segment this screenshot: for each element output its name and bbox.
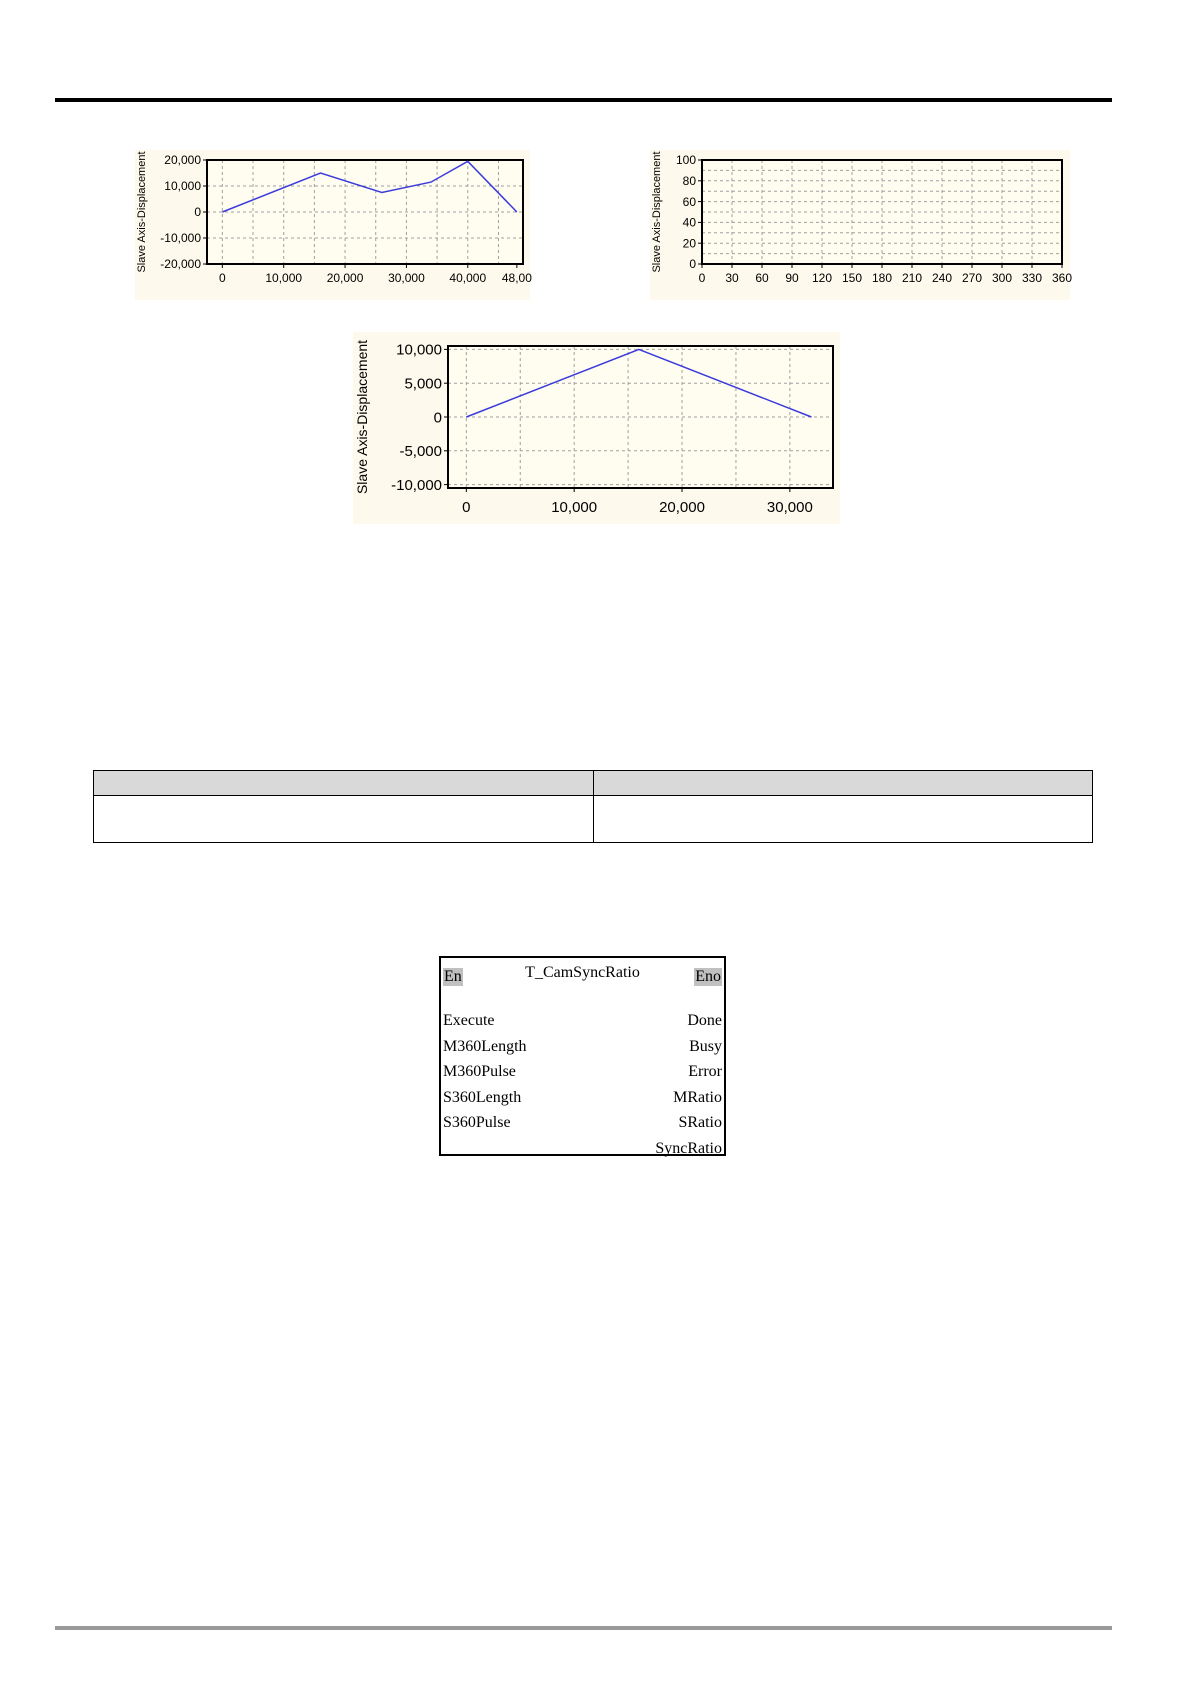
input-pins xyxy=(443,1008,527,1136)
cam-chart-1-svg xyxy=(135,150,530,300)
y-tick-label: -20,000 xyxy=(160,257,201,272)
y-tick-label: 80 xyxy=(682,174,696,188)
cam-chart-3 xyxy=(353,332,840,524)
y-tick-label: 20 xyxy=(682,236,696,251)
x-tick-label: 20,000 xyxy=(659,499,705,516)
y-tick-label: 60 xyxy=(682,194,696,209)
footer-rule xyxy=(55,1626,1112,1630)
x-tick-label: 90 xyxy=(785,271,799,285)
x-tick-label: 48,00 xyxy=(501,271,532,285)
x-tick-label: 30,000 xyxy=(388,271,425,285)
output-pins xyxy=(655,1008,722,1161)
eno-pin: Eno xyxy=(695,968,721,985)
input-pin-m360pulse: M360Pulse xyxy=(443,1063,516,1080)
x-tick-label: 10,000 xyxy=(265,271,303,285)
output-pin-done: Done xyxy=(687,1012,722,1029)
y-tick-label: 100 xyxy=(675,153,696,168)
output-pin-mratio: MRatio xyxy=(673,1088,722,1106)
function-block xyxy=(439,956,726,1156)
x-tick-label: 270 xyxy=(961,271,983,285)
table-header-row xyxy=(94,771,1093,796)
x-tick-label: 0 xyxy=(218,271,226,285)
x-tick-label: 360 xyxy=(1051,271,1073,285)
input-pin-execute: Execute xyxy=(443,1012,495,1029)
x-tick-label: 0 xyxy=(698,271,706,285)
y-tick-label: 5,000 xyxy=(404,375,442,393)
x-tick-label: 60 xyxy=(755,271,769,285)
y-tick-label: 40 xyxy=(682,215,696,230)
y-axis-label: Slave Axis-Displacement xyxy=(136,151,148,273)
x-tick-label: 30,000 xyxy=(766,499,813,516)
spec-table xyxy=(93,770,1093,843)
output-pin-busy: Busy xyxy=(689,1037,722,1055)
y-tick-label: 20,000 xyxy=(164,153,201,168)
y-tick-label: -10,000 xyxy=(391,476,442,494)
x-tick-label: 30 xyxy=(725,271,739,285)
table-cell xyxy=(94,796,594,843)
input-pin-s360length: S360Length xyxy=(443,1088,522,1106)
input-pin-s360pulse: S360Pulse xyxy=(443,1114,511,1131)
y-tick-label: -5,000 xyxy=(399,443,442,461)
x-tick-label: 240 xyxy=(931,271,953,285)
table-cell xyxy=(593,796,1093,843)
cam-chart-2 xyxy=(650,150,1073,300)
header-rule xyxy=(55,98,1112,102)
output-pin-sratio: SRatio xyxy=(678,1114,722,1131)
x-tick-label: 210 xyxy=(901,271,923,285)
x-tick-label: 120 xyxy=(811,271,833,285)
x-tick-label: 330 xyxy=(1021,271,1043,285)
output-pin-error: Error xyxy=(688,1063,722,1080)
y-tick-label: -10,000 xyxy=(160,231,201,246)
y-tick-label: 0 xyxy=(689,257,696,272)
en-pin: En xyxy=(444,968,462,985)
y-axis-label: Slave Axis-Displacement xyxy=(354,339,370,495)
function-block-title: T_CamSyncRatio xyxy=(525,964,640,981)
output-pin-syncratio: SyncRatio xyxy=(655,1139,722,1157)
x-tick-label: 180 xyxy=(871,271,893,285)
cam-chart-2-svg xyxy=(650,150,1073,300)
y-axis-label: Slave Axis-Displacement xyxy=(651,151,663,273)
y-tick-label: 0 xyxy=(433,409,442,427)
y-tick-label: 10,000 xyxy=(396,341,442,359)
table-row xyxy=(94,796,1093,843)
table-header-cell xyxy=(94,771,594,796)
cam-chart-1 xyxy=(135,150,530,300)
x-tick-label: 0 xyxy=(462,499,471,516)
table-header-cell xyxy=(593,771,1093,796)
input-pin-m360length: M360Length xyxy=(443,1037,527,1055)
cam-chart-3-svg xyxy=(353,332,840,524)
x-tick-label: 20,000 xyxy=(326,271,364,285)
x-tick-label: 150 xyxy=(841,271,863,285)
y-tick-label: 10,000 xyxy=(164,179,201,194)
y-tick-label: 0 xyxy=(194,205,201,220)
x-tick-label: 10,000 xyxy=(551,499,598,516)
x-tick-label: 300 xyxy=(991,271,1013,285)
x-tick-label: 40,000 xyxy=(449,271,487,285)
